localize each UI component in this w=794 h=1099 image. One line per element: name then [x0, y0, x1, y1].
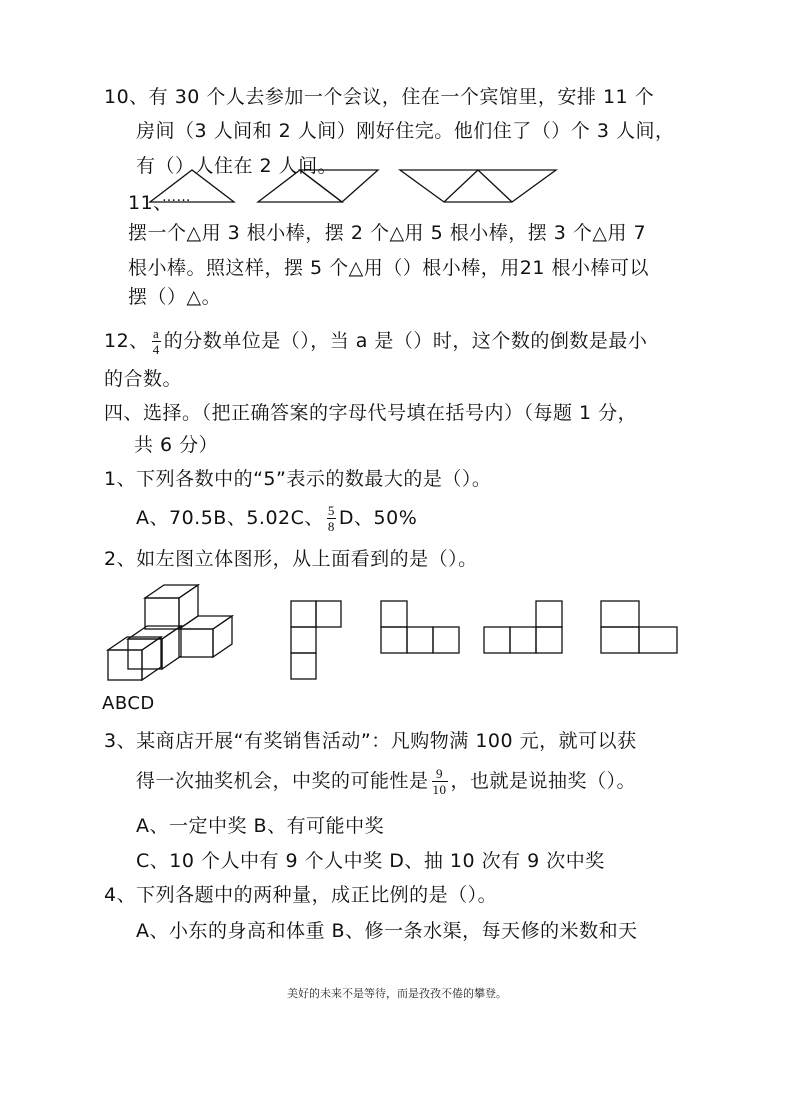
- c2-question: 2、如左图立体图形，从上面看到的是（）。: [104, 548, 478, 570]
- q12-frac-num: a: [153, 326, 160, 341]
- q12-frac-den: 4: [152, 342, 160, 357]
- c2-option-labels: ABCD: [102, 693, 155, 714]
- c4-line-2: A、小东的身高和体重 B、修一条水渠，每天修的米数和天: [136, 920, 638, 942]
- q11-number: 11、: [128, 192, 173, 214]
- section4-heading-2: 共 6 分）: [134, 434, 219, 456]
- c3-line-2-a: 得一次抽奖机会，中奖的可能性是: [136, 770, 429, 792]
- c1-options-a: A、70.5B、5.02C、: [136, 507, 324, 529]
- c3-options-cd: C、10 个人中有 9 个人中奖 D、抽 10 次有 9 次中奖: [136, 850, 605, 872]
- q11-line-2: 根小棒。照这样，摆 5 个△用（）根小棒，用21 根小棒可以: [128, 257, 649, 279]
- c1-frac-den: 8: [327, 519, 335, 534]
- c1-options-b: D、50%: [338, 507, 418, 529]
- c4-question: 4、下列各题中的两种量，成正比例的是（）。: [104, 884, 498, 906]
- q12-line-2: 的合数。: [104, 368, 183, 390]
- view-option-a: [291, 601, 341, 679]
- view-option-c: [484, 601, 562, 653]
- c3-line-2: [136, 766, 636, 797]
- q10-line-3: 有（）人住在 2 人间。: [136, 155, 338, 177]
- q10-line-1: 10、有 30 个人去参加一个会议，住在一个宾馆里，安排 11 个: [104, 86, 655, 108]
- c3-fraction: [432, 766, 448, 797]
- c3-line-2-b: ，也就是说抽奖（）。: [450, 770, 637, 792]
- section4-heading: 四、选择。（把正确答案的字母代号填在括号内）（每题 1 分，: [104, 402, 638, 424]
- q12-text: 的分数单位是（），当 a 是（）时，这个数的倒数是最小: [163, 330, 648, 352]
- q11-line-1: 摆一个△用 3 根小棒，摆 2 个△用 5 根小棒，摆 3 个△用 7: [128, 222, 647, 244]
- c3-frac-den: 10: [432, 782, 447, 797]
- c3-frac-num: 9: [432, 766, 448, 782]
- c1-frac-num: 5: [327, 503, 335, 518]
- q11-line-3: 摆（）△。: [128, 286, 222, 308]
- q10-line-2: 房间（3 人间和 2 人间）刚好住完。他们住了（）个 3 人间，: [136, 120, 675, 142]
- view-option-b: [381, 601, 459, 653]
- solid-figure: [108, 585, 232, 680]
- view-option-d: [601, 601, 677, 653]
- c1-question: 1、下列各数中的“5”表示的数最大的是（）。: [104, 468, 492, 490]
- q12-prefix: 12、: [104, 330, 149, 352]
- q11-dots: ……: [162, 189, 191, 205]
- c3-options-ab: A、一定中奖 B、有可能中奖: [136, 815, 385, 837]
- page-footer: 美好的未来不是等待，而是孜孜不倦的攀登。: [287, 987, 507, 1000]
- c3-line-1: 3、某商店开展“有奖销售活动”：凡购物满 100 元，就可以获: [104, 730, 637, 752]
